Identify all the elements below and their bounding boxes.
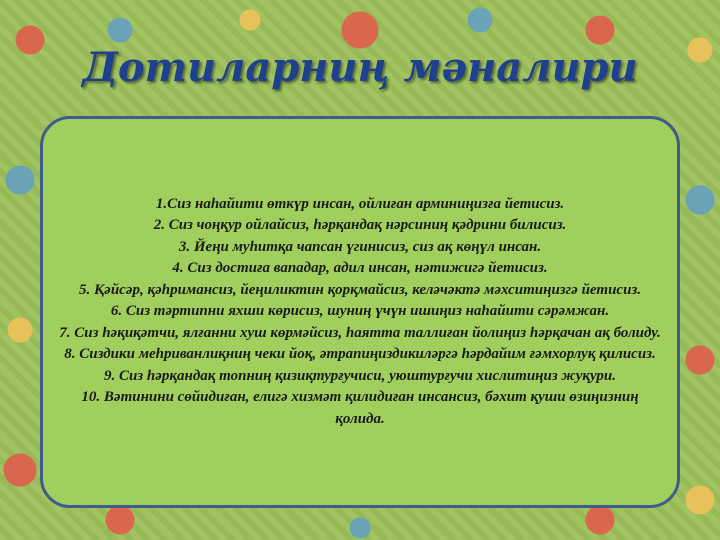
list-item-7: 7. Сиз һәқиқәтчи, ялғанни хуш көрмәйсиз, һаятта таллиған йолиңиз һәрқачан ақ болиду. — [59, 324, 661, 341]
list-item-5: 5. Қәйсәр, қәһримансиз, йеңиликтин қорқмайсиз, келәчәктә мәхситиңизгә йетисиз. — [78, 281, 642, 298]
list-item-4: 4. Сиз достиға вападар, адил инсан, нәтижигә йетисиз. — [172, 260, 548, 277]
list-item-2: 2. Сиз чоңқур ойлайсиз, һәрқандақ нәрсиниң қәдрини билисиз. — [153, 217, 567, 234]
list-item-8: 8. Сиздики меһриванлиқниң чеки йоқ, әтрапиңиздикиләргә һәрдайим ғәмхорлуқ қилисиз. — [64, 346, 656, 363]
list-item-10: 10. Вәтинини сөйидиған, елигә хизмәт қилидиған инсансиз, бәхит қуши өзиңизниң қолида. — [81, 389, 639, 427]
slide-title: Дотиларниң мәналири — [82, 44, 638, 91]
list-item-3: 3. Йеңи муһитқа чапсан үгинисиз, сиз ақ көңүл инсан. — [178, 238, 542, 255]
list-item-1: 1.Сиз наһайити өткүр инсан, ойлиған арминиңизға йетисиз. — [155, 195, 565, 212]
list-item-9: 9. Сиз һәрқандақ топниң қизиқтурғучиси, уюштурғучи хислитиңиз жуқури. — [103, 367, 617, 384]
list-item-6: 6. Сиз тәртипни яхши көрисиз, шуниң үчүн ишиңиз наһайити сәрәмжан. — [110, 303, 610, 320]
content-panel — [40, 116, 680, 508]
